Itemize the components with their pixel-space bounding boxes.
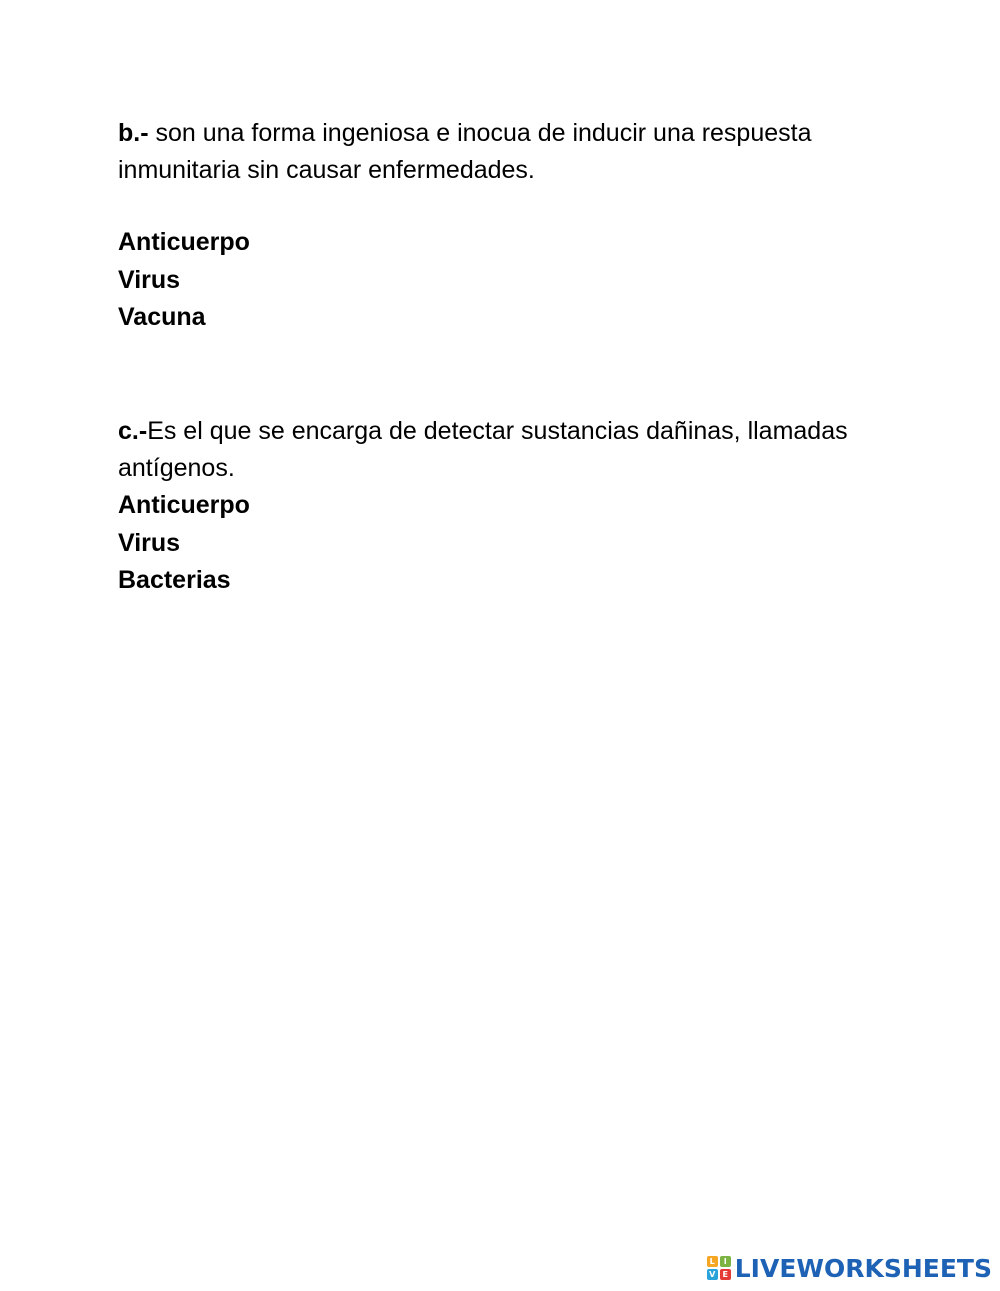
question-body: Es el que se encarga de detectar sustancias dañinas, llamadas antígenos. (118, 417, 848, 482)
answer-option[interactable]: Anticuerpo (118, 491, 250, 519)
brand-name: LIVEWORKSHEETS (734, 1253, 992, 1283)
answer-option[interactable]: Bacterias (118, 566, 231, 594)
question-text (118, 413, 878, 487)
question-b (118, 115, 878, 337)
answer-options (118, 224, 878, 337)
question-c (118, 413, 878, 600)
answer-option[interactable]: Virus (118, 528, 181, 557)
answer-option[interactable]: Virus (118, 265, 181, 294)
liveworksheets-brand (707, 1253, 992, 1283)
logo-tile: L (707, 1256, 718, 1267)
question-text (118, 115, 878, 189)
question-body: son una forma ingeniosa e inocua de inducir una respuesta inmunitaria sin causar enfermedades. (118, 119, 812, 184)
question-letter: c.- (118, 417, 148, 445)
logo-tile: E (720, 1269, 731, 1280)
liveworksheets-logo-icon (707, 1256, 731, 1280)
logo-tile: I (720, 1256, 731, 1267)
answer-option[interactable]: Anticuerpo (118, 228, 250, 256)
answer-options (118, 487, 878, 600)
answer-option[interactable]: Vacuna (118, 303, 206, 331)
question-letter: b.- (118, 119, 149, 147)
logo-tile: V (707, 1269, 718, 1280)
